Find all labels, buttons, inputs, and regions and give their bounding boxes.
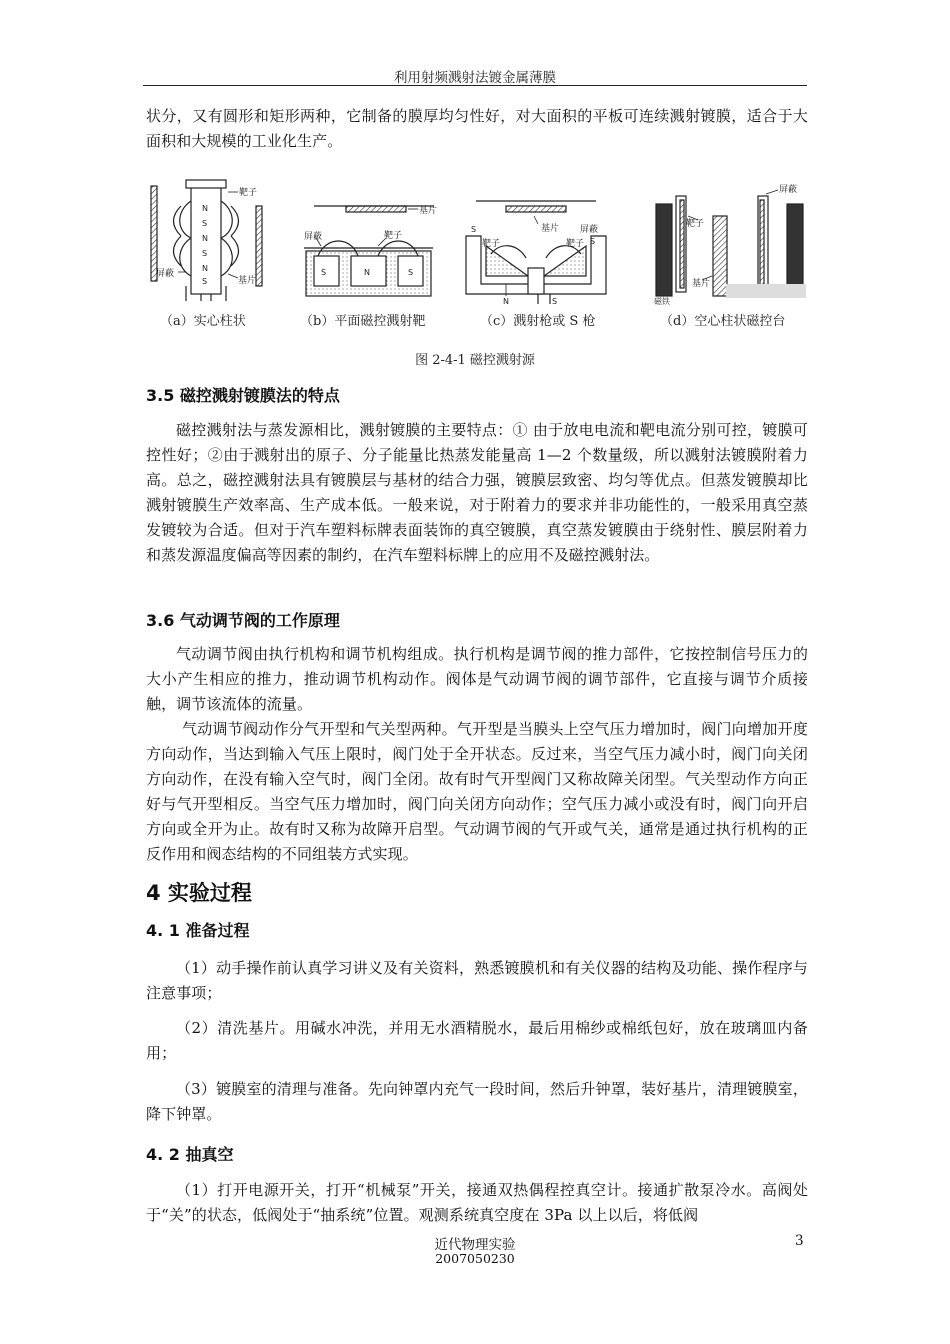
heading-4-2: 4. 2 抽真空 <box>146 1145 234 1164</box>
label-c-substrate: 基片 <box>541 224 560 234</box>
magnetron-sources-figure <box>146 176 808 306</box>
diagram-c-s-gun <box>466 201 606 304</box>
paragraph-3-5: 磁控溅射法与蒸发源相比，溅射镀膜的主要特点：① 由于放电电流和靶电流分别可控，镀膜可控性好；②由于溅射出的原子、分子能量比热蒸发能量高 1—2 个数量级，所以溅射法镀膜附着力高。总之，磁控溅射法具有镀膜层与基材的结合力强，镀膜层致密、均匀等优点。但蒸发镀膜却比溅射镀膜生产效率高、生产成本低。一般来说，对于附着力的要求并非功能性的，一般采用真空蒸发镀较为合适。但对于汽车塑料标牌表面装饰的真空镀膜，真空蒸发镀膜由于绕射性、膜层附着力和蒸发源温度偏高等因素的制约，在汽车塑料标牌上的应用不及磁控溅射法。 <box>146 421 808 564</box>
step-4-1-3: （3）镀膜室的清理与准备。先向钟罩内充气一段时间，然后升钟罩，装好基片，清理镀膜室，降下钟罩。 <box>146 1080 808 1123</box>
figure-caption: 图 2-4-1 磁控溅射源 <box>415 353 535 368</box>
page-number: 3 <box>795 1233 804 1249</box>
label-c-shield: 屏蔽 <box>580 225 599 235</box>
step-4-1-2: （2）清洗基片。用碱水冲洗，并用无水酒精脱水，最后用棉纱或棉纸包好，放在玻璃皿内备用； <box>146 1019 808 1062</box>
footer-course-name: 近代物理实验 <box>434 1237 516 1253</box>
label-a-s3: S <box>202 277 208 286</box>
heading-4-1: 4. 1 准备过程 <box>146 921 250 940</box>
intro-paragraph: 状分，又有圆形和矩形两种，它制备的膜厚均匀性好，对大面积的平板可连续溅射镀膜，适合于大面积和大规模的工业化生产。 <box>146 107 808 150</box>
heading-3-5: 3.5 磁控溅射镀膜法的特点 <box>146 386 340 405</box>
footer-student-id: 2007050230 <box>435 1251 515 1266</box>
diagram-b-planar-target <box>304 206 434 296</box>
heading-4: 4 实验过程 <box>146 881 252 905</box>
label-a-n2: N <box>202 234 208 243</box>
label-d-substrate: 基片 <box>692 279 711 289</box>
label-b-n: N <box>364 268 370 277</box>
label-b-s2: S <box>408 268 414 277</box>
paragraph-3-6-a: 气动调节阀由执行机构和调节机构组成。执行机构是调节阀的推力部件，它按控制信号压力的大小产生相应的推力，推动调节机构动作。阀体是气动调节阀的调节部件，它直接与调节介质接触，调节该流体的流量。 <box>146 645 808 713</box>
label-b-target: 靶子 <box>384 231 403 241</box>
label-d-shield: 屏蔽 <box>779 185 798 195</box>
label-b-substrate: 基片 <box>419 206 438 216</box>
label-a-s1: S <box>202 219 208 228</box>
header-divider <box>143 85 807 86</box>
label-c-target2: 靶子 <box>566 239 585 249</box>
label-a-n1: N <box>202 204 208 213</box>
label-b-shield: 屏蔽 <box>304 232 323 242</box>
paragraph-3-6-b: 气动调节阀动作分气开型和气关型两种。气开型是当膜头上空气压力增加时，阀门向增加开度方向动作，当达到输入气压上限时，阀门处于全开状态。反过来，当空气压力减小时，阀门向关闭方向动作，在没有输入空气时，阀门全闭。故有时气开型阀门又称故障关闭型。气关型动作方向正好与气开型相反。当空气压力增加时，阀门向关闭方向动作；空气压力减小或没有时，阀门向开启方向或全开为止。故有时又称为故障开启型。气动调节阀的气开或气关，通常是通过执行机构的正反作用和阀态结构的不同组装方式实现。 <box>146 720 808 863</box>
label-b-s1: S <box>321 268 327 277</box>
label-c-s2: S <box>590 237 596 246</box>
label-c-n: N <box>503 297 509 306</box>
label-a-target: 靶子 <box>239 188 258 198</box>
label-c-s1: S <box>471 225 477 234</box>
sub-caption-a: （a）实心柱状 <box>160 314 246 329</box>
running-header: 利用射频溅射法镀金属薄膜 <box>394 70 556 86</box>
label-a-s2: S <box>202 249 208 258</box>
step-4-1-1: （1）动手操作前认真学习讲义及有关资料，熟悉镀膜机和有关仪器的结构及功能、操作程序与注意事项； <box>146 959 808 1002</box>
label-a-n3: N <box>202 264 208 273</box>
label-d-target: 靶子 <box>686 219 705 229</box>
step-4-2-1: （1）打开电源开关，打开“机械泵”开关，接通双热偶程控真空计。接通扩散泵冷水。高阀处于“关”的状态，低阀处于“抽系统”位置。观测系统真空度在 3Pa 以上以后，将低阀 <box>146 1181 808 1224</box>
label-a-shield: 屏蔽 <box>156 269 175 279</box>
sub-caption-b: （b）平面磁控溅射靶 <box>300 314 426 329</box>
label-a-substrate: 基片 <box>238 276 257 286</box>
label-c-target1: 靶子 <box>482 239 501 249</box>
sub-caption-d: （d）空心柱状磁控台 <box>660 314 786 329</box>
label-d-magnet: 磁铁 <box>654 297 670 306</box>
diagram-d-hollow-cylinder <box>656 190 806 298</box>
label-c-s3: S <box>552 297 558 306</box>
sub-caption-c: （c）溅射枪或 S 枪 <box>480 314 596 329</box>
heading-3-6: 3.6 气动调节阀的工作原理 <box>146 611 340 630</box>
